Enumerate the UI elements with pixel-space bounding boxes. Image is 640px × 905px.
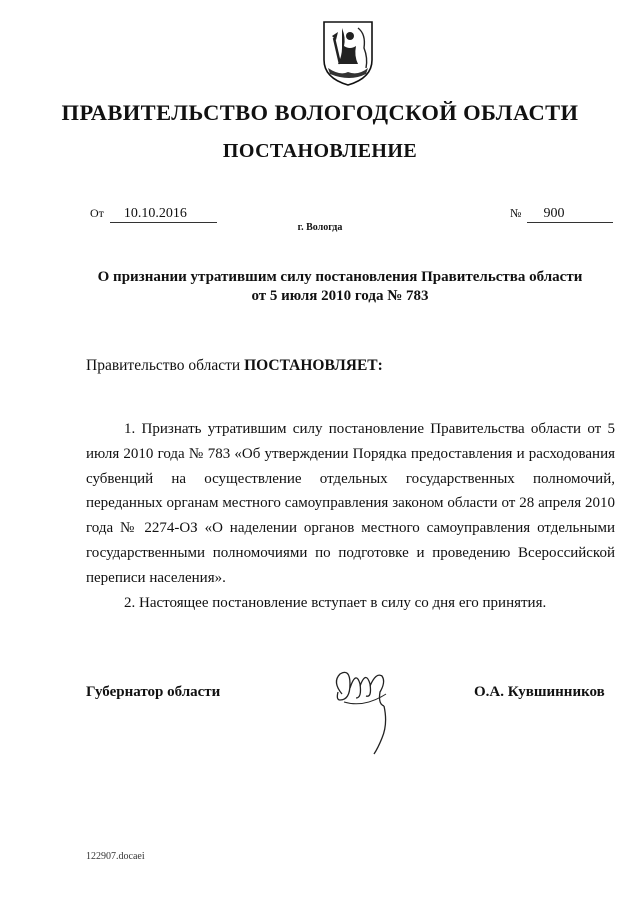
coat-of-arms-icon bbox=[320, 18, 376, 88]
document-subject bbox=[70, 268, 610, 306]
preamble-text: Правительство области bbox=[86, 357, 241, 374]
date-prefix: От bbox=[90, 206, 104, 220]
number-prefix: № bbox=[510, 206, 522, 220]
signatory-name: О.А. Кувшинников bbox=[474, 684, 605, 700]
document-body bbox=[86, 417, 615, 615]
date-value: 10.10.2016 bbox=[110, 206, 217, 223]
preamble bbox=[86, 357, 383, 375]
body-item-2: 2. Настоящее постановление вступает в силу со дня его принятия. bbox=[124, 594, 547, 611]
document-number bbox=[510, 205, 613, 223]
number-value: 900 bbox=[527, 206, 613, 223]
signatory-position: Губернатор области bbox=[86, 684, 221, 700]
footer-file-id: 122907.docaei bbox=[86, 851, 145, 862]
city-label: г. Вологда bbox=[297, 222, 343, 233]
document-date bbox=[90, 205, 217, 223]
preamble-bold: ПОСТАНОВЛЯЕТ: bbox=[244, 357, 383, 374]
document-type-heading: ПОСТАНОВЛЕНИЕ bbox=[222, 140, 418, 162]
government-title: ПРАВИТЕЛЬСТВО ВОЛОГОДСКОЙ ОБЛАСТИ bbox=[61, 100, 579, 125]
subject-line-1: О признании утратившим силу постановления Правительства области bbox=[97, 269, 583, 285]
handwritten-signature bbox=[328, 664, 404, 756]
body-item-1: 1. Признать утратившим силу постановление Правительства области от 5 июля 2010 года № 783 «Об утверждении Порядка предоставления и расходования субвенций на осуществление отдельных государственных полномочий, переданных органам местного самоуправления законом области от 28 апреля 2010 года № 2274-ОЗ «О наделении органов местного самоуправления отдельными государственными полномочиями по подготовке и проведению Всероссийской переписи населения». bbox=[86, 421, 615, 586]
subject-line-2: от 5 июля 2010 года № 783 bbox=[251, 288, 429, 304]
